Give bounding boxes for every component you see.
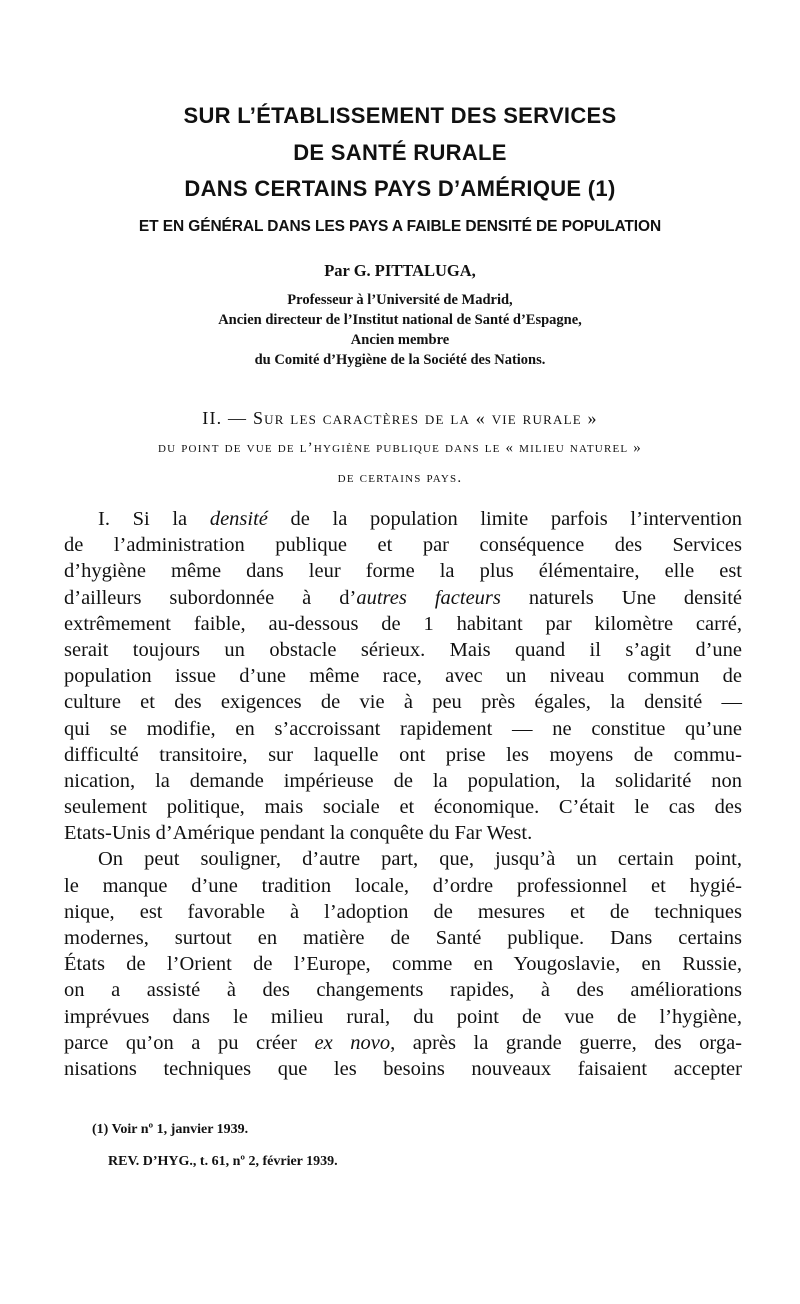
- body-line: nisations techniques que les besoins nouveaux faisaient accepter: [64, 1057, 742, 1080]
- article-title-line-2: DE SANTÉ RURALE: [293, 140, 507, 165]
- body-line: qui se modifie, en s’accroissant rapidement — ne constitue qu’une: [64, 717, 742, 740]
- section-heading-line-3: de certains pays.: [337, 470, 463, 486]
- body-line: nique, est favorable à l’adoption de mesures et de techniques: [64, 900, 742, 923]
- author-affiliation: du Comité d’Hygiène de la Société des Nations.: [254, 352, 546, 368]
- body-line: difficulté transitoire, sur laquelle ont prise les moyens de commu-: [64, 743, 742, 766]
- body-line: d’ailleurs subordonnée à d’autres facteurs naturels Une densité: [64, 586, 742, 609]
- author-byline: Par G. PITTALUGA,: [324, 261, 476, 280]
- footnote: (1) Voir nº 1, janvier 1939.: [92, 1122, 249, 1137]
- body-line: Etats-Unis d’Amérique pendant la conquête du Far West.: [64, 822, 533, 845]
- body-line: extrêmement faible, au-dessous de 1 habitant par kilomètre carré,: [64, 612, 742, 635]
- section-heading-line-2: du point de vue de l’hygiène publique dans le « milieu naturel »: [158, 440, 642, 456]
- body-line: on a assisté à des changements rapides, à des améliorations: [64, 979, 742, 1002]
- article-title-line-3: DANS CERTAINS PAYS D’AMÉRIQUE (1): [184, 176, 616, 201]
- article-title-line-1: SUR L’ÉTABLISSEMENT DES SERVICES: [183, 103, 617, 128]
- author-affiliation: Ancien membre: [350, 332, 450, 348]
- body-line: parce qu’on a pu créer ex novo, après la grande guerre, des orga-: [64, 1031, 742, 1054]
- body-line: serait toujours un obstacle sérieux. Mais quand il s’agit d’une: [64, 638, 742, 661]
- body-line: I. Si la densité de la population limite parfois l’intervention: [98, 508, 742, 530]
- article-body: [64, 506, 742, 1082]
- body-line: seulement politique, mais sociale et économique. C’était le cas des: [64, 796, 742, 819]
- author-affiliation: Professeur à l’Université de Madrid,: [287, 292, 513, 308]
- article-subtitle: ET EN GÉNÉRAL DANS LES PAYS A FAIBLE DENSITÉ DE POPULATION: [138, 218, 662, 235]
- body-line: de l’administration publique et par conséquence des Services: [64, 534, 742, 557]
- body-line: d’hygiène même dans leur forme la plus élémentaire, elle est: [64, 560, 742, 583]
- body-line: imprévues dans le milieu rural, du point de vue de l’hygiène,: [64, 1005, 742, 1028]
- body-line: le manque d’une tradition locale, d’ordre professionnel et hygié-: [64, 874, 742, 897]
- body-line: On peut souligner, d’autre part, que, jusqu’à un certain point,: [98, 848, 742, 871]
- body-line: nication, la demande impérieuse de la population, la solidarité non: [64, 769, 742, 792]
- journal-reference: REV. D’HYG., t. 61, nº 2, février 1939.: [108, 1154, 338, 1169]
- body-line: culture et des exigences de vie à peu près égales, la densité —: [64, 691, 742, 714]
- section-heading-line-1: II. — Sur les caractères de la « vie rurale »: [202, 408, 598, 428]
- body-line: États de l’Orient de l’Europe, comme en Yougoslavie, en Russie,: [64, 953, 742, 976]
- author-affiliation: Ancien directeur de l’Institut national de Santé d’Espagne,: [218, 312, 582, 328]
- body-line: modernes, surtout en matière de Santé publique. Dans certains: [64, 927, 742, 949]
- body-line: population issue d’une même race, avec un niveau commun de: [64, 665, 742, 688]
